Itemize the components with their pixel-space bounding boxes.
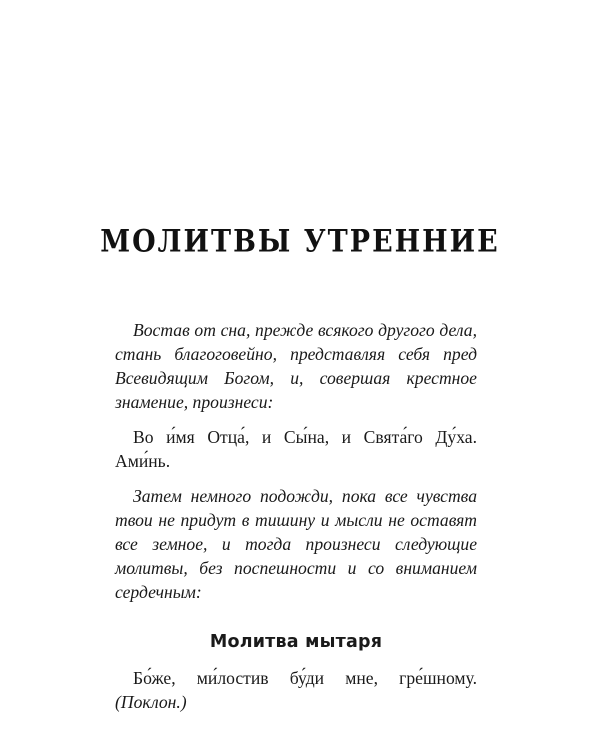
invocation-text: Во и́мя Отца́, и Сы́на, и Свята́го Ду́ха. Ами́нь.: [115, 427, 477, 471]
page-title: МОЛИТВЫ УТРЕННИЕ: [100, 223, 500, 260]
prayer-heading: Молитва мытаря: [209, 632, 383, 652]
prayer-text: Бо́же, ми́лостив бу́ди мне, гре́шному.: [133, 668, 477, 688]
prayer-paragraph: [115, 666, 477, 714]
text-body: [115, 318, 477, 714]
preparation-instruction: Затем немного подожди, пока все чувства твои не придут в тишину и мысли не оставят все земное, и тогда произнеси следующие молитвы, без поспешности и со вниманием сердечным:: [115, 486, 477, 602]
intro-instruction: Востав от сна, прежде всякого другого дела, стань благоговейно, представляя себя пред Всевидящим Богом, и, совершая крестное знамение, произнеси:: [115, 320, 477, 412]
prayer-rubric: (Поклон.): [115, 692, 187, 712]
